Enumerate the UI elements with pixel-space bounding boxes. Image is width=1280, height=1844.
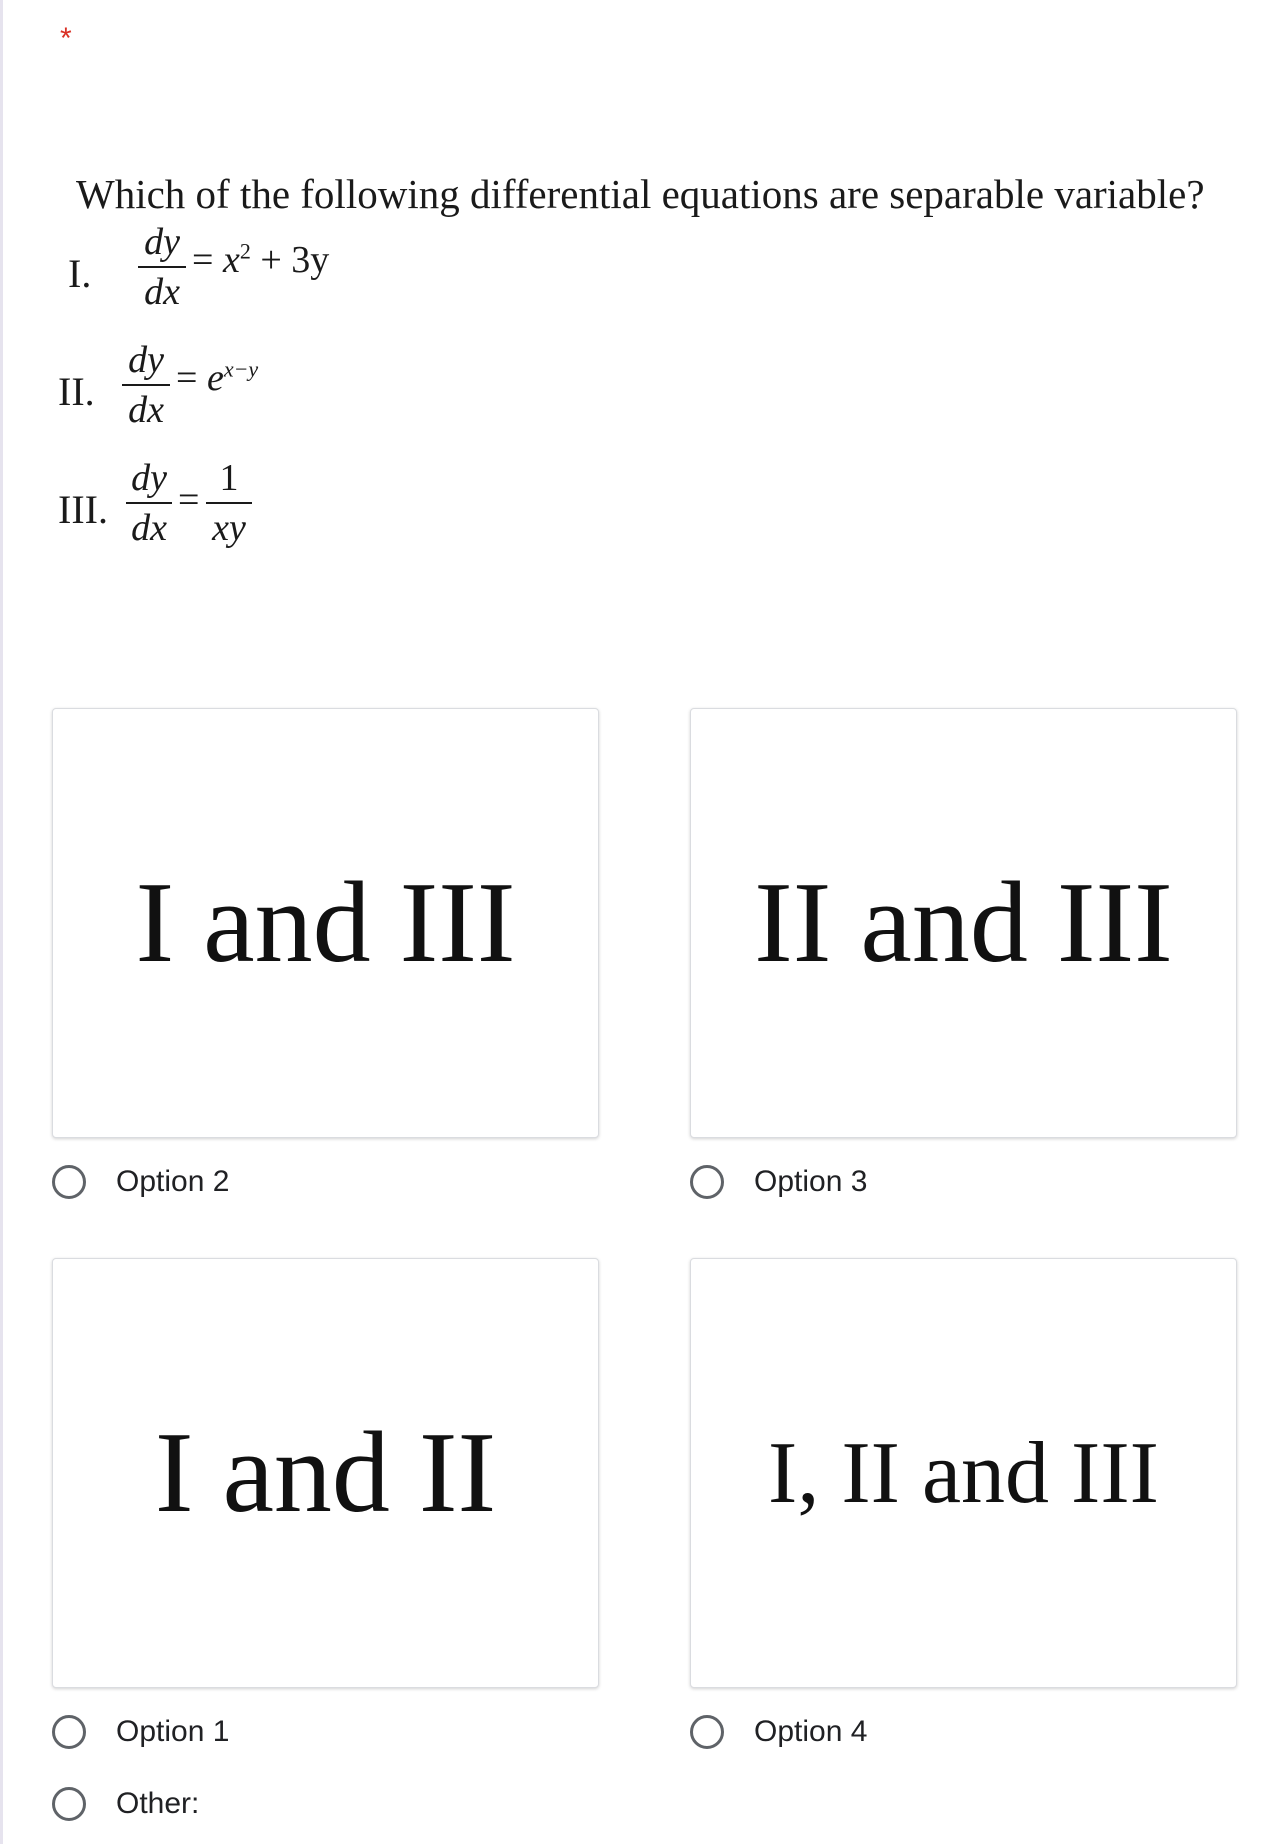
radio-button[interactable] — [690, 1715, 724, 1749]
radio-button[interactable] — [690, 1165, 724, 1199]
equation-lhs-fraction — [138, 220, 186, 314]
fraction-denominator: dx — [128, 389, 164, 431]
equation-3 — [50, 456, 650, 566]
option-image-card[interactable] — [52, 1258, 599, 1688]
equation-2 — [50, 338, 650, 448]
equation-label: II. — [58, 369, 95, 414]
radio-button[interactable] — [52, 1165, 86, 1199]
equation-rhs — [192, 238, 329, 282]
option-3-radio-row[interactable] — [690, 1160, 867, 1204]
fraction-denominator: xy — [212, 507, 246, 549]
fraction-denominator: dx — [131, 507, 167, 549]
option-image-text: I and III — [135, 858, 516, 987]
option-image-card[interactable] — [690, 708, 1237, 1138]
fraction-bar — [138, 266, 186, 268]
rhs-exponent: 2 — [239, 238, 251, 264]
option-4-radio-row[interactable] — [690, 1710, 867, 1754]
option-label[interactable]: Option 4 — [754, 1715, 868, 1748]
radio-button[interactable] — [52, 1715, 86, 1749]
option-label[interactable]: Option 1 — [116, 1715, 230, 1748]
fraction-bar — [206, 502, 252, 504]
option-image-card[interactable] — [690, 1258, 1237, 1688]
fraction-numerator: 1 — [219, 457, 239, 499]
option-image-card[interactable] — [52, 708, 599, 1138]
rhs-variable: x — [222, 239, 240, 281]
radio-button[interactable] — [52, 1787, 86, 1821]
rhs-equals: = — [192, 239, 223, 281]
question-text: Which of the following differential equations are separable variable? — [76, 171, 1205, 217]
option-image-text: I and II — [154, 1408, 497, 1537]
fraction-bar — [122, 384, 170, 386]
option-2-radio-row[interactable] — [52, 1160, 229, 1204]
other-radio-row[interactable] — [52, 1782, 199, 1826]
fraction-denominator: dx — [144, 271, 180, 313]
fraction-numerator: dy — [131, 457, 167, 499]
option-1-radio-row[interactable] — [52, 1710, 229, 1754]
fraction-bar — [126, 502, 172, 504]
fraction-numerator: dy — [144, 221, 180, 263]
question-image — [50, 150, 1250, 670]
equation-lhs-fraction — [122, 338, 170, 432]
fraction-numerator: dy — [128, 339, 164, 381]
equation-label: III. — [58, 487, 108, 532]
equation-lhs-fraction — [126, 456, 172, 550]
option-label[interactable]: Option 3 — [754, 1165, 868, 1198]
left-border — [0, 0, 3, 1844]
other-label[interactable]: Other: — [116, 1787, 200, 1820]
option-image-text: II and III — [754, 858, 1173, 987]
rhs-exponent: x−y — [223, 356, 259, 382]
rhs-tail: + 3y — [250, 239, 330, 281]
equation-label: I. — [68, 251, 92, 296]
rhs-variable: e — [206, 357, 224, 399]
required-asterisk: * — [60, 22, 72, 55]
equation-1 — [50, 220, 650, 330]
option-image-text: I, II and III — [768, 1424, 1159, 1522]
rhs-equals: = — [178, 479, 200, 521]
equation-rhs — [176, 356, 258, 400]
equation-rhs-fraction — [206, 456, 252, 550]
rhs-equals: = — [176, 357, 207, 399]
option-label[interactable]: Option 2 — [116, 1165, 230, 1198]
